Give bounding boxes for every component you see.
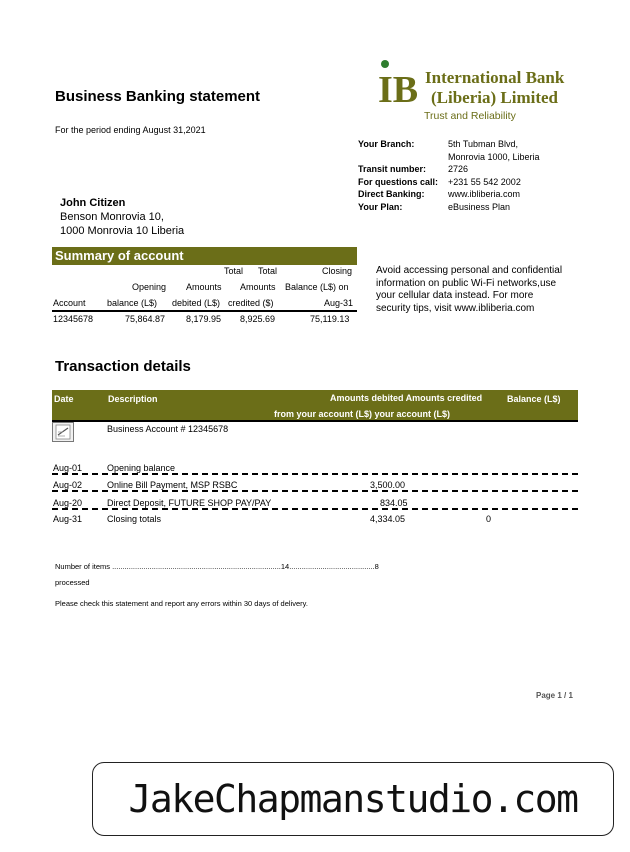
table-row (52, 477, 578, 493)
questions-label: For questions call: (358, 176, 439, 187)
table-row (52, 460, 578, 476)
summary-header-opening-2: balance (L$) (107, 298, 158, 308)
watermark-banner (92, 762, 614, 836)
summary-credited: 8,925.69 (240, 314, 276, 324)
row-description: Opening balance (107, 463, 176, 473)
bank-logo (378, 58, 578, 124)
col-amounts-line2: from your account (L$) your account (L$) (274, 409, 451, 419)
summary-header-opening-1: Opening (132, 282, 167, 292)
summary-header-debited-1: Total (224, 266, 244, 276)
customer-name: John Citizen (60, 197, 126, 209)
branch-label: Your Branch: (358, 139, 415, 149)
table-row (52, 511, 578, 527)
account-line: Business Account # 12345678 (107, 424, 229, 434)
bank-name-line1: International Bank (425, 68, 565, 87)
transactions-heading: Transaction details (55, 358, 191, 375)
summary-table (52, 266, 357, 328)
plan-label: Your Plan: (358, 201, 403, 212)
row-debited: 4,334.05 (370, 514, 406, 524)
branch-line1: 5th Tubman Blvd, (448, 139, 519, 149)
branch-line2: Monrovia 1000, Liberia (448, 151, 540, 162)
items-processed-label: processed (55, 578, 90, 587)
transit-value: 2726 (448, 164, 469, 174)
bank-name-line2: (Liberia) Limited (431, 88, 559, 107)
summary-heading: Summary of account (52, 247, 357, 265)
page-number: Page 1 / 1 (536, 691, 573, 700)
row-rule (52, 490, 578, 492)
plan-value: eBusiness Plan (448, 201, 511, 212)
row-date: Aug-02 (53, 480, 83, 490)
col-amounts-line1: Amounts debited Amounts credited (330, 393, 483, 403)
row-rule (52, 508, 578, 510)
summary-header-debited-2: Amounts (186, 282, 222, 292)
row-date: Aug-31 (53, 514, 83, 524)
row-description: Online Bill Payment, MSP RSBC (107, 480, 238, 490)
customer-address-line2: 1000 Monrovia 10 Liberia (60, 225, 185, 237)
row-date: Aug-20 (53, 498, 83, 508)
row-debited: 3,500.00 (370, 480, 406, 490)
direct-banking-link[interactable]: www.ibliberia.com (448, 189, 521, 199)
check-note: Please check this statement and report any errors within 30 days of delivery. (55, 599, 308, 608)
watermark-text: JakeChapmanstudio.com (128, 777, 578, 821)
summary-header-closing-2: Balance (L$) on (285, 282, 349, 292)
items-count-line: Number of items .................................................................................14.........................................8 (55, 562, 379, 571)
branch-info (358, 139, 598, 214)
summary-debited: 8,179.95 (186, 314, 222, 324)
row-description: Closing totals (107, 514, 162, 524)
transactions-header (52, 390, 578, 420)
questions-value: +231 55 542 2002 (448, 176, 521, 187)
summary-header-account: Account (53, 298, 86, 308)
summary-divider (52, 310, 357, 312)
summary-header-credited-3: credited ($) (228, 298, 274, 308)
table-row (52, 495, 578, 511)
summary-header-debited-3: debited (L$) (172, 298, 221, 308)
customer-address (60, 196, 184, 238)
col-date: Date (54, 394, 74, 404)
direct-banking-label: Direct Banking: (358, 189, 425, 199)
summary-closing: 75,119.13 (310, 314, 350, 324)
row-credited: 0 (486, 514, 492, 524)
row-rule (52, 473, 578, 475)
bank-tagline: Trust and Reliability (424, 110, 516, 122)
summary-header-credited-2: Amounts (240, 282, 276, 292)
col-description: Description (108, 394, 158, 404)
logo-letters: IB (378, 69, 419, 106)
document-icon[interactable] (52, 422, 74, 442)
summary-header-closing-3: Aug-31 (324, 298, 354, 308)
summary-header-credited-1: Total (258, 266, 278, 276)
customer-address-line1: Benson Monrovia 10, (60, 211, 164, 223)
statement-title: Business Banking statement (55, 88, 261, 105)
row-date: Aug-01 (53, 463, 83, 473)
bank-logo-mark (378, 60, 420, 106)
col-balance: Balance (L$) (507, 394, 561, 404)
summary-opening: 75,864.87 (125, 314, 166, 324)
row-description: Direct Deposit, FUTURE SHOP PAY/PAY (107, 498, 272, 508)
transit-label: Transit number: (358, 164, 427, 174)
security-tip: Avoid accessing personal and confidential information on public Wi-Fi networks,use your cellular data instead. For more security tips, visit www.ibliberia.com (376, 265, 563, 314)
summary-account: 12345678 (53, 314, 94, 324)
statement-period: For the period ending August 31,2021 (55, 125, 206, 135)
transactions-header-rule (52, 420, 578, 422)
row-debited: 834.05 (380, 498, 408, 508)
summary-header-closing-1: Closing (322, 266, 353, 276)
